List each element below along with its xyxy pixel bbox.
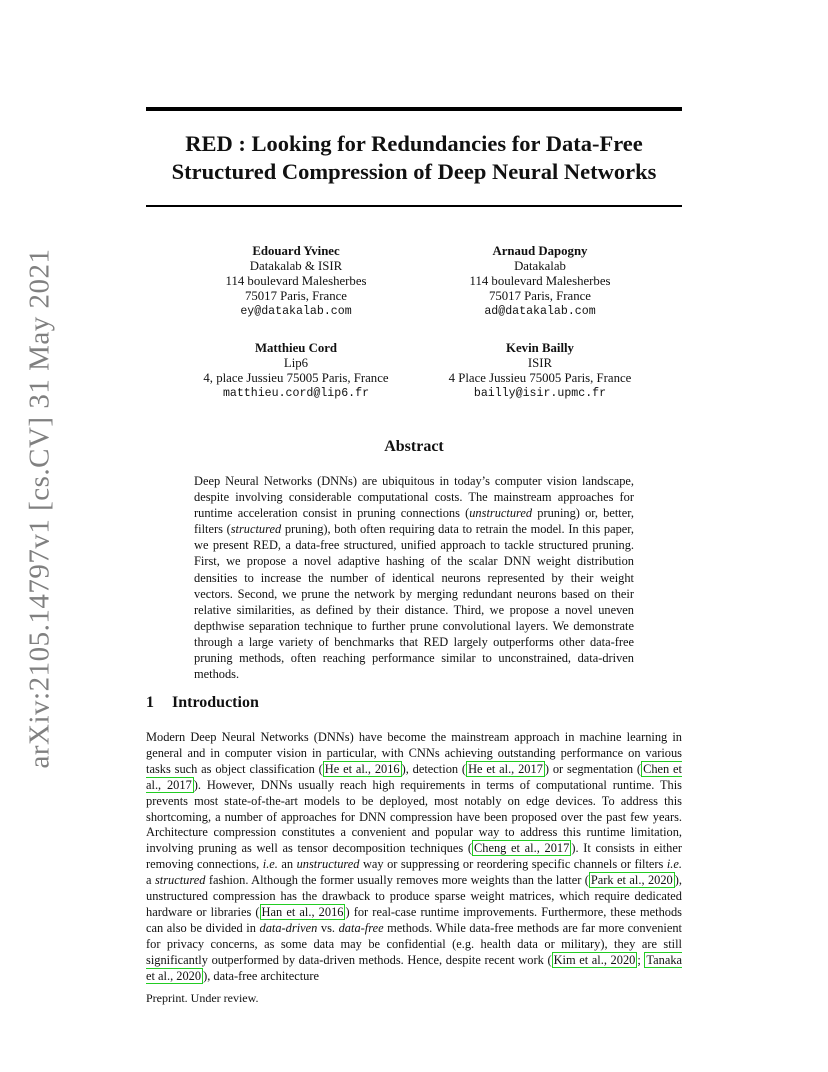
introduction-paragraph: Modern Deep Neural Networks (DNNs) have become the mainstream approach in machine learning in general and in computer vision in particular, with CNNs achieving outstanding performance on various tasks such as object classification ( He et al., 2016 ), detection ( He et al., 2017 ) or segmentation ( Chen et al., 2017 ). However, DNNs usually reach high requirements in terms of computational runtime. This prevents most state-of-the-art models to be deployed, most notably on edge devices. To address this shortcoming, a number of approaches for DNN compression have been proposed over the past few years. Architecture compression constitutes a convenient and popular way to address this runtime limitation, involving pruning as well as tensor decomposition techniques ( Cheng et al., 2017 ). It consists in either removing connections, i.e. an unstructured way or suppressing or reordering specific channels or filters i.e. a structured fashion. Although the former usually removes more weights than the latter ( Park et al., 2020 ), unstructured compression has the drawback to produce sparse weight matrices, which require dedicated hardware or libraries ( Han et al., 2016 ) for real-case runtime improvements. Furthermore, these methods can also be divided in data-driven vs. data-free methods. While data-free methods are far more convenient for privacy concerns, as some data may be confidential (e.g. health data or military), they are still significantly outperformed by data-driven methods. Hence, despite recent work ( Kim et al., 2020 ; Tanaka et al., 2020 ), data-free architecture	[146, 730, 683, 983]
citation-link[interactable]: Han et al., 2016	[261, 904, 344, 919]
paper-title	[146, 130, 682, 186]
author-block-3	[176, 341, 416, 401]
section-title: Introduction	[172, 694, 259, 711]
emphasis: structured	[230, 522, 282, 537]
citation-link[interactable]: He et al., 2017	[468, 761, 543, 776]
author-address: 4, place Jussieu 75005 Paris, France	[203, 371, 389, 385]
author-email: matthieu.cord@lip6.fr	[222, 387, 370, 400]
citation-link[interactable]: Tanaka et al., 2020	[146, 952, 683, 983]
arxiv-identifier-text: arXiv:2105.14797v1 [cs.CV] 31 May 2021	[23, 247, 56, 769]
citation-link[interactable]: He et al., 2016	[324, 761, 400, 776]
section-heading-introduction	[146, 694, 259, 712]
author-email: ad@datakalab.com	[484, 305, 596, 318]
author-city: 75017 Paris, France	[488, 289, 591, 303]
footer-note: Preprint. Under review.	[146, 991, 259, 1005]
emphasis: data-free	[338, 920, 384, 935]
emphasis: i.e.	[262, 857, 278, 872]
author-block-4	[425, 341, 655, 401]
author-affiliation: Datakalab	[514, 259, 566, 273]
citation-link[interactable]: Kim et al., 2020	[553, 952, 636, 967]
author-affiliation: Lip6	[283, 356, 309, 370]
citation-link[interactable]: Chen et al., 2017	[146, 761, 682, 792]
emphasis: i.e.	[666, 857, 682, 872]
title-line-2: Structured Compression of Deep Neural Networks	[171, 159, 657, 184]
author-address: 114 boulevard Malesherbes	[469, 274, 611, 288]
author-city: 75017 Paris, France	[244, 289, 347, 303]
section-number: 1	[146, 694, 154, 711]
author-affiliation: Datakalab & ISIR	[249, 259, 343, 273]
citation-link[interactable]: Cheng et al., 2017	[473, 841, 570, 856]
title-line-1: RED : Looking for Redundancies for Data-Free	[185, 131, 643, 156]
author-name: Matthieu Cord	[254, 341, 338, 355]
emphasis: structured	[154, 873, 206, 888]
citation-link[interactable]: Park et al., 2020	[590, 873, 673, 888]
author-name: Arnaud Dapogny	[492, 244, 588, 258]
arxiv-identifier-stamp	[16, 247, 64, 769]
emphasis: data-driven	[259, 920, 318, 935]
abstract-heading: Abstract	[384, 438, 444, 455]
emphasis: unstructured	[296, 857, 360, 872]
author-address: 114 boulevard Malesherbes	[225, 274, 367, 288]
author-name: Kevin Bailly	[506, 341, 574, 355]
author-block-2	[430, 244, 650, 319]
author-block-1	[186, 244, 406, 319]
title-bottom-rule	[146, 205, 682, 207]
emphasis: unstructured	[469, 506, 533, 521]
author-affiliation: ISIR	[527, 356, 553, 370]
title-top-rule	[146, 107, 682, 111]
author-email: ey@datakalab.com	[240, 305, 352, 318]
author-name: Edouard Yvinec	[252, 244, 340, 258]
abstract-text: Deep Neural Networks (DNNs) are ubiquitous in today’s computer vision landscape, despite involving considerable computational costs. The mainstream approaches for runtime acceleration consist in pruning connections (unstructured pruning) or, better, filters (structured pruning), both often requiring data to retrain the model. In this paper, we present RED, a data-free structured, unified approach to tackle structured pruning. First, we propose a novel adaptive hashing of the scalar DNN weight distribution densities to increase the number of identical neurons represented by their weight vectors. Second, we prune the network by merging redundant neurons based on their relative similarities, as defined by their distance. Third, we propose a novel uneven depthwise separation technique to further prune convolutional layers. We demonstrate through a large variety of benchmarks that RED largely outperforms other data-free pruning methods, often reaching performance similar to unconstrained, data-driven methods.	[194, 474, 634, 682]
author-address: 4 Place Jussieu 75005 Paris, France	[448, 371, 632, 385]
author-email: bailly@isir.upmc.fr	[473, 387, 607, 400]
